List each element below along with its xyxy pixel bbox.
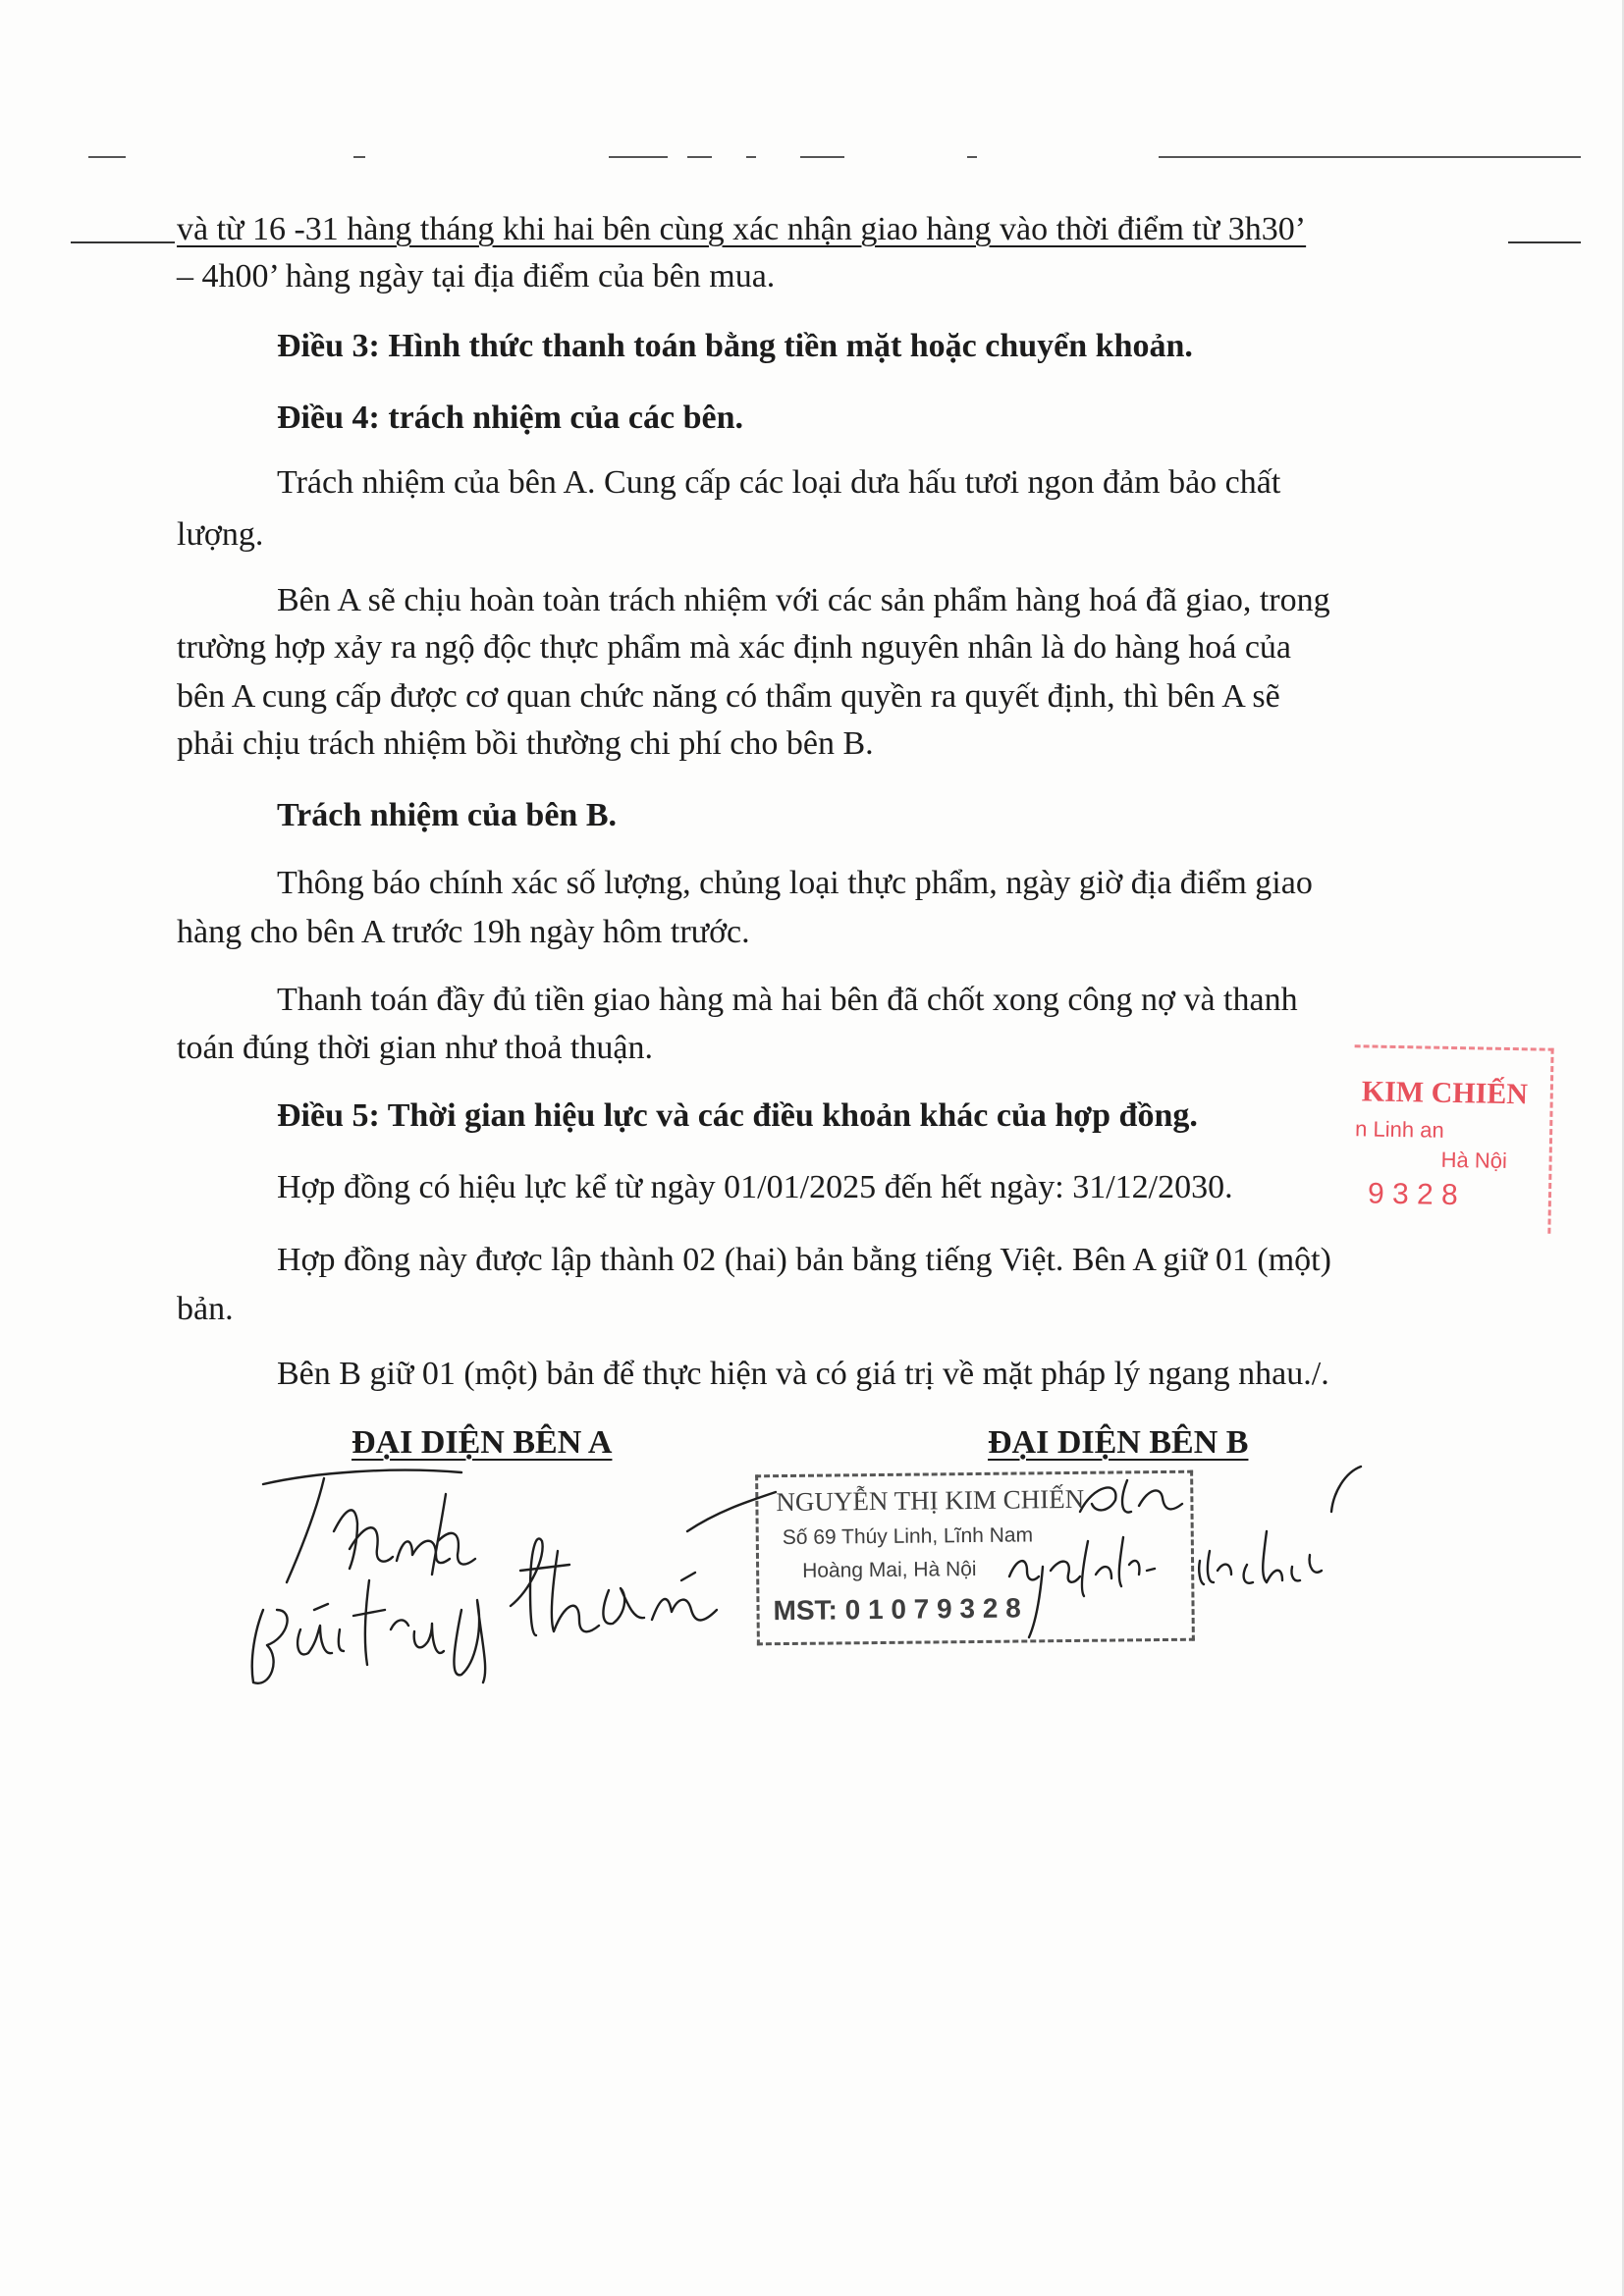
party-b-signature: [1009, 1467, 1361, 1637]
red-stamp-name: KIM CHIẾN: [1361, 1075, 1529, 1111]
party-a-liability-line2: trường hợp xảy ra ngộ độc thực phẩm mà xác định nguyên nhân là do hàng hoá của: [177, 629, 1291, 666]
party-a-responsibility-line2: lượng.: [177, 516, 264, 553]
party-a-signature-thanh: [263, 1470, 475, 1582]
article3-heading: Điều 3: Hình thức thanh toán bằng tiền mặt hoặc chuyển khoản.: [277, 328, 1193, 364]
party-b-copy-line: Bên B giữ 01 (một) bản để thực hiện và có giá trị về mặt pháp lý ngang nhau./.: [277, 1356, 1329, 1392]
party-b-notify-line1: Thông báo chính xác số lượng, chủng loại thực phẩm, ngày giờ địa điểm giao: [277, 865, 1313, 901]
party-a-liability-line1: Bên A sẽ chịu hoàn toàn trách nhiệm với các sản phẩm hàng hoá đã giao, trong: [277, 582, 1330, 618]
red-stamp-taxcode: 9 3 2 8: [1367, 1177, 1459, 1212]
party-b-notify-line2: hàng cho bên A trước 19h ngày hôm trước.: [177, 914, 750, 950]
article4-heading: Điều 4: trách nhiệm của các bên.: [277, 400, 744, 436]
party-a-signature-full-name: [252, 1492, 776, 1683]
copies-line2: bản.: [177, 1291, 234, 1327]
red-stamp-address: n Linh an: [1354, 1116, 1444, 1143]
black-stamp-name: NGUYỄN THỊ KIM CHIẾN: [776, 1483, 1085, 1518]
delivery-location-line: – 4h00’ hàng ngày tại địa điểm của bên mua.: [177, 258, 776, 294]
red-stamp-city: Hà Nội: [1440, 1147, 1508, 1173]
article5-heading: Điều 5: Thời gian hiệu lực và các điều khoản khác của hợp đồng.: [277, 1097, 1198, 1134]
black-stamp-address: Số 69 Thúy Linh, Lĩnh Nam: [782, 1523, 1034, 1550]
party-a-liability-line3: bên A cung cấp được cơ quan chức năng có thẩm quyền ra quyết định, thì bên A sẽ: [177, 678, 1280, 715]
delivery-schedule-line: và từ 16 -31 hàng tháng khi hai bên cùng xác nhận giao hàng vào thời điểm từ 3h30’: [177, 211, 1307, 247]
party-b-payment-line1: Thanh toán đầy đủ tiền giao hàng mà hai bên đã chốt xong công nợ và thanh: [277, 982, 1298, 1018]
party-b-payment-line2: toán đúng thời gian như thoả thuận.: [177, 1030, 653, 1066]
black-stamp-taxcode: MST: 0 1 0 7 9 3 2 8: [773, 1592, 1021, 1627]
party-a-responsibility-line1: Trách nhiệm của bên A. Cung cấp các loại dưa hấu tươi ngon đảm bảo chất: [277, 464, 1281, 501]
validity-period: Hợp đồng có hiệu lực kể từ ngày 01/01/2025 đến hết ngày: 31/12/2030.: [277, 1169, 1233, 1205]
copies-line1: Hợp đồng này được lập thành 02 (hai) bản bằng tiếng Việt. Bên A giữ 01 (một): [277, 1242, 1331, 1278]
party-a-liability-line4: phải chịu trách nhiệm bồi thường chi phí cho bên B.: [177, 725, 874, 762]
black-stamp-district: Hoàng Mai, Hà Nội: [802, 1557, 977, 1582]
party-b-responsibility-heading: Trách nhiệm của bên B.: [277, 797, 618, 833]
party-a-representative-label: ĐẠI DIỆN BÊN A: [352, 1424, 613, 1461]
party-b-representative-label: ĐẠI DIỆN BÊN B: [988, 1424, 1249, 1461]
